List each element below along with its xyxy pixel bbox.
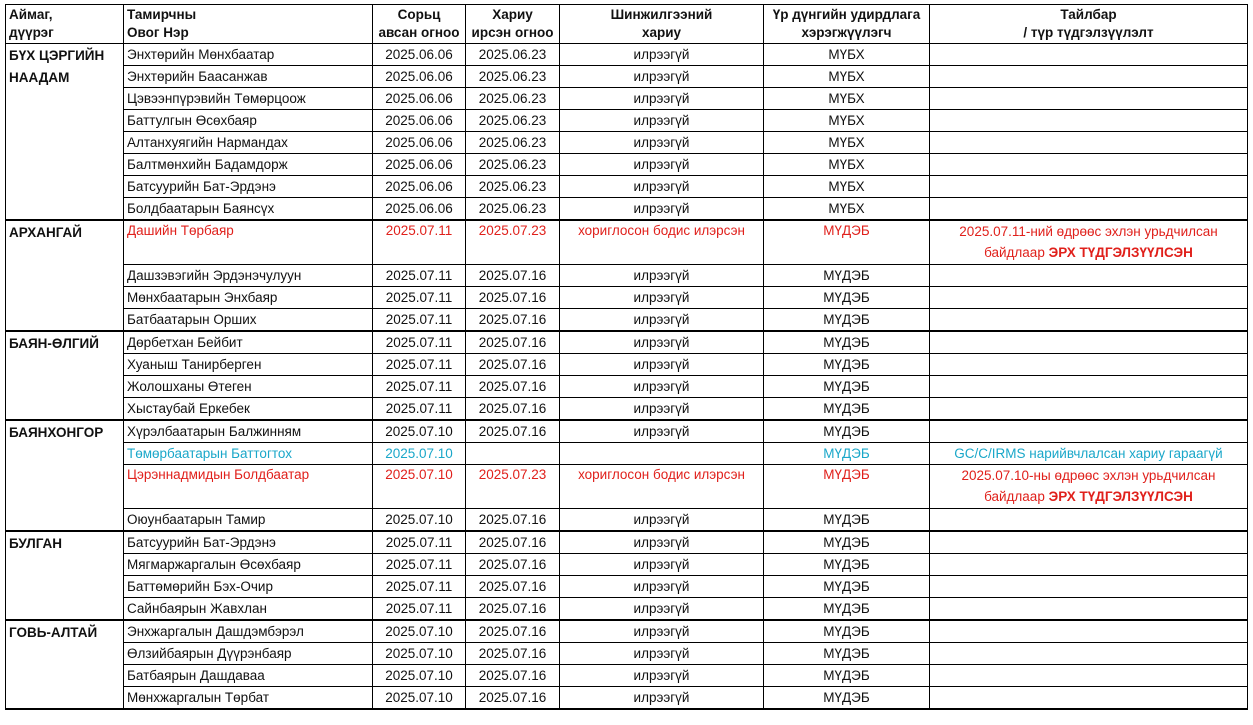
result-date: 2025.07.16	[466, 598, 560, 621]
test-result: илрээгүй	[560, 643, 764, 665]
athlete-name: Хыстаубай Еркебек	[124, 398, 373, 421]
sample-date: 2025.07.11	[373, 376, 466, 398]
athlete-name: Дөрбетхан Бейбит	[124, 331, 373, 354]
note-cell	[930, 176, 1248, 198]
result-date: 2025.06.23	[466, 110, 560, 132]
result-date: 2025.07.16	[466, 309, 560, 332]
table-row	[6, 687, 1248, 710]
agency: МҮДЭБ	[764, 465, 930, 509]
agency: МҮБХ	[764, 198, 930, 221]
sample-date: 2025.07.11	[373, 287, 466, 309]
note-cell	[930, 309, 1248, 332]
agency: МҮДЭБ	[764, 443, 930, 465]
table-row	[6, 265, 1248, 287]
note-cell	[930, 398, 1248, 421]
result-date: 2025.07.16	[466, 331, 560, 354]
test-result	[560, 443, 764, 465]
result-date: 2025.07.16	[466, 354, 560, 376]
athlete-name: Батбаатарын Орших	[124, 309, 373, 332]
agency: МҮДЭБ	[764, 398, 930, 421]
test-result: илрээгүй	[560, 132, 764, 154]
athlete-name: Батсуурийн Бат-Эрдэнэ	[124, 531, 373, 554]
athlete-name: Батсуурийн Бат-Эрдэнэ	[124, 176, 373, 198]
athlete-name: Оюунбаатарын Тамир	[124, 509, 373, 532]
note-cell	[930, 198, 1248, 221]
note-cell	[930, 66, 1248, 88]
test-result: илрээгүй	[560, 687, 764, 710]
region-cell: АРХАНГАЙ	[6, 220, 124, 331]
agency: МҮДЭБ	[764, 554, 930, 576]
result-date: 2025.06.23	[466, 88, 560, 110]
note-cell: GC/C/IRMS нарийвчлалсан хариу гараагүй	[930, 443, 1248, 465]
agency: МҮДЭБ	[764, 287, 930, 309]
agency: МҮБХ	[764, 88, 930, 110]
note-cell	[930, 88, 1248, 110]
table-row	[6, 154, 1248, 176]
table-row	[6, 88, 1248, 110]
header-region: Аймаг, дүүрэг	[6, 5, 124, 44]
test-result: илрээгүй	[560, 66, 764, 88]
agency: МҮДЭБ	[764, 331, 930, 354]
note-cell	[930, 154, 1248, 176]
test-result: илрээгүй	[560, 265, 764, 287]
region-cell: БАЯНХОНГОР	[6, 420, 124, 531]
athlete-name: Төмөрбаатарын Баттогтох	[124, 443, 373, 465]
agency: МҮДЭБ	[764, 376, 930, 398]
agency: МҮБХ	[764, 44, 930, 66]
test-result: илрээгүй	[560, 110, 764, 132]
test-result: илрээгүй	[560, 176, 764, 198]
sample-date: 2025.07.11	[373, 576, 466, 598]
result-date: 2025.07.16	[466, 554, 560, 576]
test-result: илрээгүй	[560, 576, 764, 598]
header-sample-date: Сорьц авсан огноо	[373, 5, 466, 44]
sample-date: 2025.07.10	[373, 420, 466, 443]
doping-results-table	[5, 4, 1248, 710]
note-cell	[930, 220, 1248, 265]
agency: МҮБХ	[764, 154, 930, 176]
result-date: 2025.06.23	[466, 44, 560, 66]
sample-date: 2025.07.11	[373, 309, 466, 332]
note-cell	[930, 665, 1248, 687]
result-date: 2025.07.16	[466, 420, 560, 443]
agency: МҮДЭБ	[764, 687, 930, 710]
agency: МҮДЭБ	[764, 598, 930, 621]
sample-date: 2025.07.11	[373, 554, 466, 576]
sample-date: 2025.06.06	[373, 198, 466, 221]
note-cell	[930, 620, 1248, 643]
result-date: 2025.06.23	[466, 176, 560, 198]
region-cell: БҮХ ЦЭРГИЙН НААДАМ	[6, 44, 124, 221]
agency: МҮБХ	[764, 110, 930, 132]
agency: МҮДЭБ	[764, 265, 930, 287]
result-date: 2025.07.23	[466, 220, 560, 265]
test-result: илрээгүй	[560, 509, 764, 532]
agency: МҮДЭБ	[764, 309, 930, 332]
note-cell	[930, 265, 1248, 287]
note-cell	[930, 110, 1248, 132]
header-result: Шинжилгээний хариу	[560, 5, 764, 44]
sample-date: 2025.07.10	[373, 443, 466, 465]
result-date: 2025.07.16	[466, 576, 560, 598]
table-row	[6, 620, 1248, 643]
table-row	[6, 398, 1248, 421]
note-line: байдлаар	[984, 245, 1045, 260]
table-row	[6, 198, 1248, 221]
note-cell	[930, 420, 1248, 443]
result-date: 2025.07.16	[466, 643, 560, 665]
athlete-name: Сайнбаярын Жавхлан	[124, 598, 373, 621]
sample-date: 2025.07.10	[373, 465, 466, 509]
table-row	[6, 509, 1248, 532]
athlete-name: Цэрэннадмидын Болдбаатар	[124, 465, 373, 509]
test-result: хориглосон бодис илэрсэн	[560, 465, 764, 509]
agency: МҮДЭБ	[764, 509, 930, 532]
test-result: илрээгүй	[560, 420, 764, 443]
agency: МҮДЭБ	[764, 420, 930, 443]
test-result: илрээгүй	[560, 309, 764, 332]
test-result: илрээгүй	[560, 376, 764, 398]
sample-date: 2025.06.06	[373, 176, 466, 198]
result-date: 2025.07.23	[466, 465, 560, 509]
table-row	[6, 132, 1248, 154]
sample-date: 2025.06.06	[373, 110, 466, 132]
header-result-date: Хариу ирсэн огноо	[466, 5, 560, 44]
sample-date: 2025.06.06	[373, 88, 466, 110]
note-cell	[930, 576, 1248, 598]
athlete-name: Мөнхжаргалын Төрбат	[124, 687, 373, 710]
agency: МҮБХ	[764, 132, 930, 154]
table-row	[6, 354, 1248, 376]
sample-date: 2025.07.10	[373, 687, 466, 710]
suspension-status: ЭРХ ТҮДГЭЛЗҮҮЛСЭН	[1048, 245, 1193, 260]
test-result: илрээгүй	[560, 598, 764, 621]
test-result: хориглосон бодис илэрсэн	[560, 220, 764, 265]
result-date: 2025.07.16	[466, 531, 560, 554]
note-cell	[930, 509, 1248, 532]
result-date: 2025.07.16	[466, 620, 560, 643]
table-row	[6, 309, 1248, 332]
note-line: байдлаар	[984, 489, 1045, 504]
athlete-name: Баттөмөрийн Бэх-Очир	[124, 576, 373, 598]
region-cell: БАЯН-ӨЛГИЙ	[6, 331, 124, 420]
note-cell	[930, 376, 1248, 398]
athlete-name: Хуаныш Танирберген	[124, 354, 373, 376]
test-result: илрээгүй	[560, 287, 764, 309]
sample-date: 2025.07.10	[373, 509, 466, 532]
result-date: 2025.07.16	[466, 509, 560, 532]
sample-date: 2025.07.10	[373, 643, 466, 665]
athlete-name: Балтмөнхийн Бадамдорж	[124, 154, 373, 176]
test-result: илрээгүй	[560, 331, 764, 354]
athlete-name: Өлзийбаярын Дүүрэнбаяр	[124, 643, 373, 665]
table-row	[6, 331, 1248, 354]
table-row	[6, 420, 1248, 443]
table-row	[6, 443, 1248, 465]
agency: МҮБХ	[764, 66, 930, 88]
sample-date: 2025.07.10	[373, 620, 466, 643]
table-row	[6, 643, 1248, 665]
sample-date: 2025.06.06	[373, 44, 466, 66]
sample-date: 2025.07.11	[373, 220, 466, 265]
test-result: илрээгүй	[560, 44, 764, 66]
athlete-name: Алтанхуягийн Нармандах	[124, 132, 373, 154]
athlete-name: Мягмаржаргалын Өсөхбаяр	[124, 554, 373, 576]
table-row	[6, 220, 1248, 265]
sample-date: 2025.07.10	[373, 665, 466, 687]
header-note: Тайлбар / түр түдгэлзүүлэлт	[930, 5, 1248, 44]
agency: МҮБХ	[764, 176, 930, 198]
note-cell	[930, 687, 1248, 710]
result-date: 2025.07.16	[466, 398, 560, 421]
result-date: 2025.07.16	[466, 265, 560, 287]
table-row	[6, 44, 1248, 66]
note-cell	[930, 598, 1248, 621]
athlete-name: Энхтөрийн Баасанжав	[124, 66, 373, 88]
test-result: илрээгүй	[560, 154, 764, 176]
note-cell	[930, 465, 1248, 509]
result-date: 2025.07.16	[466, 665, 560, 687]
agency: МҮДЭБ	[764, 354, 930, 376]
result-date: 2025.06.23	[466, 66, 560, 88]
athlete-name: Хүрэлбаатарын Балжинням	[124, 420, 373, 443]
note-cell	[930, 531, 1248, 554]
test-result: илрээгүй	[560, 198, 764, 221]
region-cell: ГОВЬ-АЛТАЙ	[6, 620, 124, 709]
athlete-name: Энхжаргалын Дашдэмбэрэл	[124, 620, 373, 643]
test-result: илрээгүй	[560, 620, 764, 643]
agency: МҮДЭБ	[764, 620, 930, 643]
athlete-name: Жолошханы Өтеген	[124, 376, 373, 398]
sample-date: 2025.06.06	[373, 66, 466, 88]
athlete-name: Энхтөрийн Мөнхбаатар	[124, 44, 373, 66]
athlete-name: Батбаярын Дашдаваа	[124, 665, 373, 687]
agency: МҮДЭБ	[764, 576, 930, 598]
result-date: 2025.06.23	[466, 198, 560, 221]
table-row	[6, 665, 1248, 687]
note-cell	[930, 331, 1248, 354]
result-date: 2025.06.23	[466, 132, 560, 154]
test-result: илрээгүй	[560, 531, 764, 554]
athlete-name: Мөнхбаатарын Энхбаяр	[124, 287, 373, 309]
region-cell: БУЛГАН	[6, 531, 124, 620]
sample-date: 2025.07.11	[373, 265, 466, 287]
note-cell	[930, 44, 1248, 66]
table-row	[6, 576, 1248, 598]
athlete-name: Дашзэвэгийн Эрдэнэчулуун	[124, 265, 373, 287]
note-cell	[930, 354, 1248, 376]
table-row	[6, 531, 1248, 554]
test-result: илрээгүй	[560, 554, 764, 576]
agency: МҮДЭБ	[764, 220, 930, 265]
sample-date: 2025.06.06	[373, 154, 466, 176]
result-date: 2025.07.16	[466, 376, 560, 398]
note-line: 2025.07.11-ний өдрөөс эхлэн урьдчилсан	[959, 224, 1218, 239]
table-row	[6, 287, 1248, 309]
note-cell	[930, 132, 1248, 154]
athlete-name: Болдбаатарын Баянсүх	[124, 198, 373, 221]
suspension-status: ЭРХ ТҮДГЭЛЗҮҮЛСЭН	[1048, 489, 1193, 504]
table-row	[6, 176, 1248, 198]
header-athlete: Тамирчны Овог Нэр	[124, 5, 373, 44]
athlete-name: Цэвээнпүрэвийн Төмөрцоож	[124, 88, 373, 110]
result-date: 2025.06.23	[466, 154, 560, 176]
table-row	[6, 598, 1248, 621]
sample-date: 2025.07.11	[373, 598, 466, 621]
table-row	[6, 465, 1248, 509]
note-cell	[930, 554, 1248, 576]
athlete-name: Баттулгын Өсөхбаяр	[124, 110, 373, 132]
table-row	[6, 376, 1248, 398]
sample-date: 2025.07.11	[373, 531, 466, 554]
agency: МҮДЭБ	[764, 531, 930, 554]
test-result: илрээгүй	[560, 398, 764, 421]
test-result: илрээгүй	[560, 665, 764, 687]
result-date	[466, 443, 560, 465]
table-row	[6, 554, 1248, 576]
result-date: 2025.07.16	[466, 287, 560, 309]
result-date: 2025.07.16	[466, 687, 560, 710]
test-result: илрээгүй	[560, 88, 764, 110]
note-line: 2025.07.10-ны өдрөөс эхлэн урьдчилсан	[961, 468, 1216, 483]
test-result: илрээгүй	[560, 354, 764, 376]
header-row	[6, 5, 1248, 44]
sample-date: 2025.07.11	[373, 331, 466, 354]
sample-date: 2025.07.11	[373, 398, 466, 421]
sample-date: 2025.07.11	[373, 354, 466, 376]
table-row	[6, 110, 1248, 132]
note-cell	[930, 287, 1248, 309]
header-agency: Үр дүнгийн удирдлага хэрэгжүүлэгч	[764, 5, 930, 44]
table-row	[6, 66, 1248, 88]
agency: МҮДЭБ	[764, 643, 930, 665]
agency: МҮДЭБ	[764, 665, 930, 687]
athlete-name: Дашийн Төрбаяр	[124, 220, 373, 265]
sample-date: 2025.06.06	[373, 132, 466, 154]
note-cell	[930, 643, 1248, 665]
